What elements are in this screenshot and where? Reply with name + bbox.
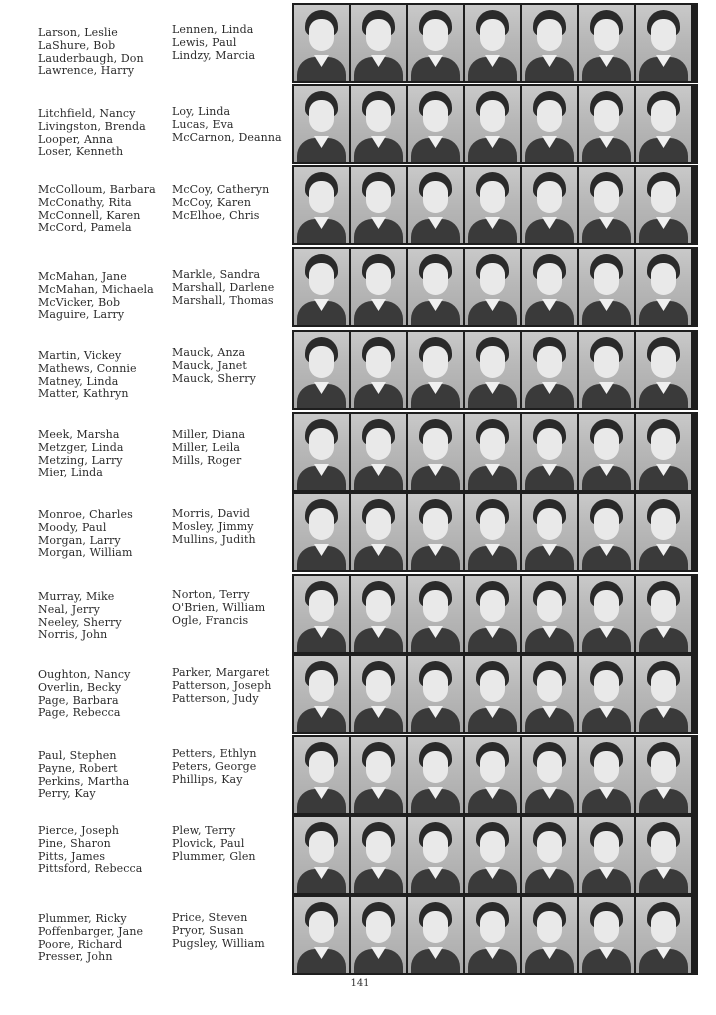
student-name: Mosley, Jimmy bbox=[172, 519, 254, 533]
student-name: Morgan, William bbox=[38, 546, 133, 560]
student-name: Plew, Terry bbox=[172, 824, 236, 837]
names-column-right bbox=[172, 269, 274, 307]
portrait-photo bbox=[522, 576, 577, 652]
student-name: Lauderbaugh, Don bbox=[38, 51, 144, 65]
student-name: Parker, Margaret bbox=[172, 666, 270, 679]
student-name: Marshall, Thomas bbox=[172, 293, 274, 307]
student-name: Loser, Kenneth bbox=[38, 145, 124, 159]
student-name: Larson, Leslie bbox=[38, 26, 118, 39]
student-name: Pitts, James bbox=[38, 849, 106, 863]
student-name: Norris, John bbox=[38, 628, 108, 642]
portrait-photo bbox=[294, 249, 349, 325]
student-name: Livingston, Brenda bbox=[38, 119, 146, 133]
names-column-right bbox=[172, 508, 256, 546]
portrait-photo bbox=[294, 167, 349, 243]
names-column-right bbox=[172, 748, 257, 786]
student-name: Ogle, Francis bbox=[172, 613, 249, 627]
student-name: Monroe, Charles bbox=[38, 508, 133, 521]
portrait-photo bbox=[351, 332, 406, 408]
portrait-photo bbox=[351, 737, 406, 813]
portrait-photo bbox=[408, 494, 463, 570]
portrait-strip bbox=[292, 654, 698, 734]
portrait-photo bbox=[636, 737, 691, 813]
student-name: Lennen, Linda bbox=[172, 23, 254, 36]
portrait-photo bbox=[465, 249, 520, 325]
student-name: O'Brien, William bbox=[172, 600, 266, 614]
portrait-photo bbox=[294, 817, 349, 893]
portrait-photo bbox=[351, 5, 406, 81]
portrait-photo bbox=[636, 249, 691, 325]
student-name: Lewis, Paul bbox=[172, 35, 237, 49]
portrait-strip bbox=[292, 3, 698, 83]
student-name: Mauck, Janet bbox=[172, 358, 247, 372]
portrait-photo bbox=[351, 414, 406, 490]
names-column-left bbox=[38, 591, 122, 642]
student-name: Marshall, Darlene bbox=[172, 280, 275, 294]
student-name: Mills, Roger bbox=[172, 453, 242, 467]
portrait-photo bbox=[579, 414, 634, 490]
class-row bbox=[0, 165, 716, 245]
portrait-photo bbox=[465, 86, 520, 162]
portrait-photo bbox=[579, 86, 634, 162]
student-name: McCoy, Karen bbox=[172, 195, 252, 209]
portrait-photo bbox=[636, 817, 691, 893]
names-column-left bbox=[38, 669, 130, 720]
names-column-right bbox=[172, 667, 271, 705]
portrait-strip bbox=[292, 412, 698, 492]
portrait-photo bbox=[351, 656, 406, 732]
names-column-right bbox=[172, 825, 256, 863]
student-name: McCarnon, Deanna bbox=[172, 130, 282, 144]
student-name: Poffenbarger, Jane bbox=[38, 924, 144, 938]
portrait-photo bbox=[579, 656, 634, 732]
student-name: Martin, Vickey bbox=[38, 349, 122, 362]
portrait-photo bbox=[636, 656, 691, 732]
student-name: Pugsley, William bbox=[172, 936, 265, 950]
portrait-photo bbox=[465, 897, 520, 973]
portrait-photo bbox=[351, 576, 406, 652]
student-name: Metzing, Larry bbox=[38, 453, 123, 467]
student-name: McCord, Pamela bbox=[38, 221, 132, 235]
student-name: Mier, Linda bbox=[38, 466, 103, 480]
student-name: LaShure, Bob bbox=[38, 38, 116, 52]
names-column-left bbox=[38, 184, 156, 235]
portrait-photo bbox=[636, 494, 691, 570]
portrait-photo bbox=[351, 249, 406, 325]
portrait-photo bbox=[579, 897, 634, 973]
student-name: Lawrence, Harry bbox=[38, 64, 135, 78]
class-row bbox=[0, 895, 716, 975]
portrait-photo bbox=[522, 249, 577, 325]
portrait-photo bbox=[408, 332, 463, 408]
portrait-photo bbox=[465, 817, 520, 893]
portrait-photo bbox=[579, 249, 634, 325]
class-row bbox=[0, 735, 716, 815]
portrait-photo bbox=[408, 414, 463, 490]
student-name: Lucas, Eva bbox=[172, 117, 234, 131]
student-name: Matter, Kathryn bbox=[38, 387, 129, 401]
names-column-left bbox=[38, 108, 146, 159]
student-name: Neeley, Sherry bbox=[38, 615, 122, 629]
student-name: Murray, Mike bbox=[38, 590, 115, 603]
student-name: Mauck, Sherry bbox=[172, 371, 256, 385]
portrait-strip bbox=[292, 84, 698, 164]
page-number: 141 bbox=[350, 978, 370, 989]
portrait-photo bbox=[636, 576, 691, 652]
class-row bbox=[0, 815, 716, 895]
portrait-photo bbox=[465, 737, 520, 813]
student-name: Loy, Linda bbox=[172, 105, 231, 118]
portrait-photo bbox=[579, 494, 634, 570]
student-name: Pryor, Susan bbox=[172, 923, 244, 937]
names-column-right bbox=[172, 347, 256, 385]
student-name: Phillips, Kay bbox=[172, 772, 243, 786]
names-column-left bbox=[38, 429, 124, 480]
portrait-photo bbox=[408, 897, 463, 973]
class-row bbox=[0, 84, 716, 164]
student-name: McElhoe, Chris bbox=[172, 208, 260, 222]
class-row bbox=[0, 412, 716, 492]
portrait-photo bbox=[522, 86, 577, 162]
student-name: Plummer, Ricky bbox=[38, 912, 127, 925]
portrait-photo bbox=[465, 332, 520, 408]
portrait-photo bbox=[294, 494, 349, 570]
portrait-photo bbox=[579, 167, 634, 243]
portrait-strip bbox=[292, 815, 698, 895]
portrait-photo bbox=[351, 817, 406, 893]
portrait-photo bbox=[579, 576, 634, 652]
student-name: Payne, Robert bbox=[38, 761, 118, 775]
student-name: McCoy, Catheryn bbox=[172, 183, 270, 196]
student-name: Morris, David bbox=[172, 507, 251, 520]
portrait-photo bbox=[579, 332, 634, 408]
names-column-right bbox=[172, 589, 265, 627]
portrait-photo bbox=[522, 817, 577, 893]
portrait-photo bbox=[579, 5, 634, 81]
student-name: Norton, Terry bbox=[172, 588, 250, 601]
portrait-photo bbox=[294, 5, 349, 81]
student-name: Plovick, Paul bbox=[172, 836, 245, 850]
student-name: Pierce, Joseph bbox=[38, 824, 120, 837]
class-row bbox=[0, 247, 716, 327]
portrait-strip bbox=[292, 247, 698, 327]
student-name: Lindzy, Marcia bbox=[172, 48, 256, 62]
student-name: Maguire, Larry bbox=[38, 308, 125, 322]
names-column-left bbox=[38, 913, 143, 964]
portrait-photo bbox=[408, 5, 463, 81]
names-column-right bbox=[172, 24, 255, 62]
names-column-left bbox=[38, 27, 144, 78]
portrait-photo bbox=[636, 897, 691, 973]
portrait-photo bbox=[294, 737, 349, 813]
student-name: McConnell, Karen bbox=[38, 208, 141, 222]
portrait-photo bbox=[294, 332, 349, 408]
student-name: Oughton, Nancy bbox=[38, 668, 131, 681]
student-name: Matney, Linda bbox=[38, 374, 119, 388]
names-column-right bbox=[172, 912, 265, 950]
class-row bbox=[0, 654, 716, 734]
portrait-photo bbox=[522, 167, 577, 243]
portrait-photo bbox=[579, 737, 634, 813]
portrait-photo bbox=[636, 5, 691, 81]
student-name: Litchfield, Nancy bbox=[38, 107, 136, 120]
student-name: Patterson, Joseph bbox=[172, 678, 272, 692]
portrait-strip bbox=[292, 330, 698, 410]
student-name: Perry, Kay bbox=[38, 787, 96, 801]
portrait-photo bbox=[522, 494, 577, 570]
portrait-photo bbox=[294, 897, 349, 973]
student-name: McConathy, Rita bbox=[38, 195, 132, 209]
portrait-photo bbox=[408, 817, 463, 893]
portrait-photo bbox=[522, 332, 577, 408]
portrait-photo bbox=[465, 494, 520, 570]
portrait-strip bbox=[292, 165, 698, 245]
student-name: Miller, Diana bbox=[172, 428, 246, 441]
portrait-strip bbox=[292, 574, 698, 654]
portrait-photo bbox=[294, 414, 349, 490]
student-name: Mathews, Connie bbox=[38, 361, 137, 375]
student-name: Moody, Paul bbox=[38, 520, 107, 534]
student-name: Presser, John bbox=[38, 950, 113, 964]
student-name: McVicker, Bob bbox=[38, 295, 121, 309]
student-name: Miller, Leila bbox=[172, 440, 241, 454]
student-name: Patterson, Judy bbox=[172, 691, 259, 705]
portrait-strip bbox=[292, 895, 698, 975]
student-name: Perkins, Martha bbox=[38, 774, 130, 788]
portrait-photo bbox=[522, 414, 577, 490]
student-name: Pine, Sharon bbox=[38, 836, 111, 850]
names-column-left bbox=[38, 750, 129, 801]
student-name: Mullins, Judith bbox=[172, 532, 256, 546]
student-name: Metzger, Linda bbox=[38, 440, 124, 454]
student-name: Overlin, Becky bbox=[38, 680, 122, 694]
class-row bbox=[0, 492, 716, 572]
portrait-photo bbox=[408, 656, 463, 732]
student-name: Page, Rebecca bbox=[38, 706, 121, 720]
portrait-photo bbox=[294, 656, 349, 732]
portrait-photo bbox=[294, 86, 349, 162]
portrait-photo bbox=[465, 167, 520, 243]
portrait-photo bbox=[351, 897, 406, 973]
names-column-left bbox=[38, 509, 133, 560]
student-name: Plummer, Glen bbox=[172, 849, 256, 863]
student-name: Page, Barbara bbox=[38, 693, 119, 707]
portrait-photo bbox=[579, 817, 634, 893]
names-column-left bbox=[38, 350, 137, 401]
student-name: Markle, Sandra bbox=[172, 268, 261, 281]
portrait-photo bbox=[522, 737, 577, 813]
portrait-photo bbox=[465, 656, 520, 732]
student-name: McMahan, Jane bbox=[38, 270, 127, 283]
portrait-strip bbox=[292, 735, 698, 815]
portrait-photo bbox=[465, 414, 520, 490]
class-row bbox=[0, 330, 716, 410]
portrait-photo bbox=[408, 167, 463, 243]
names-column-right bbox=[172, 184, 269, 222]
portrait-photo bbox=[636, 414, 691, 490]
student-name: Poore, Richard bbox=[38, 937, 123, 951]
student-name: Meek, Marsha bbox=[38, 428, 120, 441]
student-name: Pittsford, Rebecca bbox=[38, 862, 143, 876]
portrait-photo bbox=[522, 5, 577, 81]
portrait-photo bbox=[522, 656, 577, 732]
names-column-left bbox=[38, 271, 154, 322]
portrait-photo bbox=[351, 167, 406, 243]
portrait-strip bbox=[292, 492, 698, 572]
student-name: Paul, Stephen bbox=[38, 749, 117, 762]
names-column-right bbox=[172, 429, 245, 467]
student-name: Mauck, Anza bbox=[172, 346, 246, 359]
student-name: Morgan, Larry bbox=[38, 533, 121, 547]
portrait-photo bbox=[636, 86, 691, 162]
student-name: McMahan, Michaela bbox=[38, 282, 154, 296]
student-name: Neal, Jerry bbox=[38, 602, 100, 616]
portrait-photo bbox=[522, 897, 577, 973]
names-column-right bbox=[172, 106, 282, 144]
names-column-left bbox=[38, 825, 142, 876]
portrait-photo bbox=[636, 167, 691, 243]
student-name: Peters, George bbox=[172, 759, 257, 773]
portrait-photo bbox=[294, 576, 349, 652]
student-name: Looper, Anna bbox=[38, 132, 114, 146]
portrait-photo bbox=[408, 737, 463, 813]
portrait-photo bbox=[465, 576, 520, 652]
portrait-photo bbox=[408, 86, 463, 162]
portrait-photo bbox=[408, 576, 463, 652]
class-row bbox=[0, 574, 716, 654]
class-row bbox=[0, 3, 716, 83]
student-name: Price, Steven bbox=[172, 911, 248, 924]
student-name: McColloum, Barbara bbox=[38, 183, 156, 196]
portrait-photo bbox=[351, 494, 406, 570]
portrait-photo bbox=[465, 5, 520, 81]
student-name: Petters, Ethlyn bbox=[172, 747, 257, 760]
portrait-photo bbox=[408, 249, 463, 325]
portrait-photo bbox=[636, 332, 691, 408]
portrait-photo bbox=[351, 86, 406, 162]
